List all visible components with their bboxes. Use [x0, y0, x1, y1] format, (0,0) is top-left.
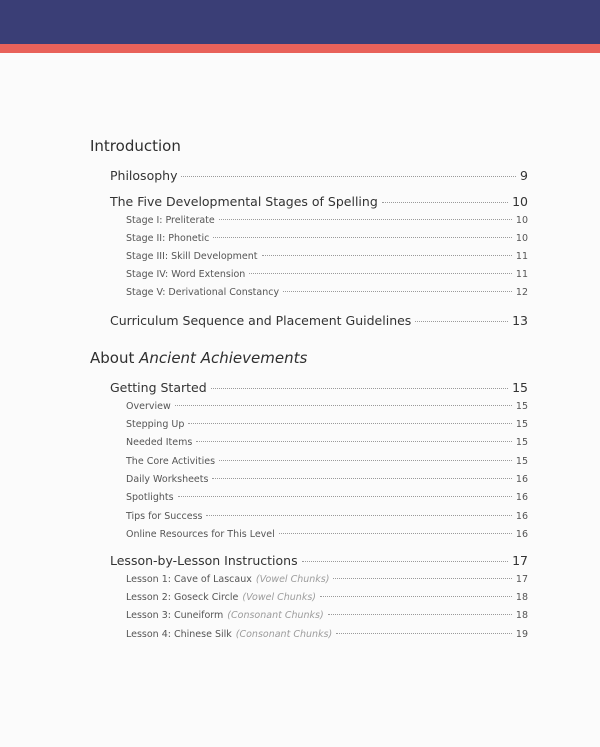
toc-subentry-lesson-1[interactable]	[126, 574, 528, 585]
leader-dots	[212, 478, 511, 479]
lesson-chunk-type: (Vowel Chunks)	[242, 592, 316, 603]
toc-page-number: 19	[515, 629, 528, 640]
leader-dots	[175, 405, 512, 406]
section-title-book-name: Ancient Achievements	[139, 349, 308, 367]
toc-entry-label: Lesson-by-Lesson Instructions	[110, 553, 298, 568]
toc-page-number: 18	[515, 592, 528, 603]
toc-subentry-stage-3[interactable]	[126, 251, 528, 262]
toc-page-number: 15	[515, 419, 528, 430]
leader-dots	[188, 423, 512, 424]
toc-subentry-label: Tips for Success	[126, 511, 203, 522]
leader-dots	[206, 515, 511, 516]
lesson-title: Lesson 1: Cave of Lascaux	[126, 574, 252, 585]
leader-dots	[196, 441, 512, 442]
toc-entry-getting-started[interactable]	[110, 380, 528, 395]
toc-entry-developmental-stages[interactable]	[110, 194, 528, 209]
lesson-title: Lesson 4: Chinese Silk	[126, 629, 232, 640]
leader-dots	[178, 496, 512, 497]
toc-page-number: 17	[512, 553, 528, 568]
toc-page-number: 10	[515, 215, 528, 226]
toc-subentry-overview[interactable]	[126, 401, 528, 412]
toc-page-number: 16	[515, 529, 528, 540]
toc-subentry-label	[126, 629, 332, 640]
accent-stripe	[0, 44, 600, 53]
leader-dots	[213, 237, 512, 238]
header-band	[0, 0, 600, 44]
leader-dots	[382, 202, 508, 203]
toc-subentry-needed-items[interactable]	[126, 437, 528, 448]
toc-subentry-label	[126, 592, 316, 603]
toc-page-number: 16	[515, 474, 528, 485]
toc-page-number: 15	[515, 456, 528, 467]
toc-subentry-label	[126, 574, 329, 585]
toc-entry-label: Getting Started	[110, 380, 207, 395]
table-of-contents	[0, 53, 600, 747]
toc-subentry-stepping-up[interactable]	[126, 419, 528, 430]
toc-subentry-lesson-2[interactable]	[126, 592, 528, 603]
leader-dots	[181, 176, 516, 177]
leader-dots	[219, 219, 512, 220]
toc-subentry-tips-for-success[interactable]	[126, 511, 528, 522]
toc-subentry-stage-5[interactable]	[126, 287, 528, 298]
toc-entry-lesson-instructions[interactable]	[110, 553, 528, 568]
toc-subentry-label: The Core Activities	[126, 456, 216, 467]
toc-subentry-spotlights[interactable]	[126, 492, 528, 503]
toc-subentry-label	[126, 610, 324, 621]
toc-subentry-label: Overview	[126, 401, 171, 412]
leader-dots	[249, 273, 512, 274]
leader-dots	[283, 291, 512, 292]
toc-page-number: 16	[515, 492, 528, 503]
toc-page-number: 10	[512, 194, 528, 209]
toc-subentry-online-resources[interactable]	[126, 529, 528, 540]
toc-subentry-label: Stepping Up	[126, 419, 185, 430]
toc-entry-label: The Five Developmental Stages of Spelling	[110, 194, 378, 209]
leader-dots	[415, 321, 508, 322]
toc-page-number: 11	[515, 251, 528, 262]
lesson-title: Lesson 3: Cuneiform	[126, 610, 224, 621]
leader-dots	[262, 255, 512, 256]
leader-dots	[328, 614, 512, 615]
toc-subentry-lesson-4[interactable]	[126, 629, 528, 640]
section-title-about	[90, 349, 307, 367]
toc-subentry-label: Stage III: Skill Development	[126, 251, 258, 262]
leader-dots	[333, 578, 511, 579]
toc-subentry-stage-4[interactable]	[126, 269, 528, 280]
toc-entry-philosophy[interactable]	[110, 168, 528, 183]
lesson-chunk-type: (Consonant Chunks)	[227, 610, 324, 621]
toc-subentry-label: Stage V: Derivational Constancy	[126, 287, 280, 298]
toc-subentry-label: Stage I: Preliterate	[126, 215, 215, 226]
toc-page-number: 10	[515, 233, 528, 244]
toc-subentry-label: Needed Items	[126, 437, 193, 448]
toc-subentry-stage-1[interactable]	[126, 215, 528, 226]
toc-entry-curriculum-sequence[interactable]	[110, 313, 528, 328]
toc-page-number: 18	[515, 610, 528, 621]
toc-subentry-label: Stage IV: Word Extension	[126, 269, 246, 280]
toc-subentry-stage-2[interactable]	[126, 233, 528, 244]
lesson-chunk-type: (Vowel Chunks)	[255, 574, 330, 585]
toc-subentry-label: Spotlights	[126, 492, 174, 503]
toc-subentry-label: Stage II: Phonetic	[126, 233, 210, 244]
leader-dots	[302, 561, 509, 562]
section-title-prefix: About	[90, 349, 135, 367]
toc-page-number: 11	[515, 269, 528, 280]
toc-subentry-label: Daily Worksheets	[126, 474, 209, 485]
toc-page-number: 12	[515, 287, 528, 298]
toc-page-number: 16	[515, 511, 528, 522]
leader-dots	[211, 388, 508, 389]
toc-subentry-core-activities[interactable]	[126, 456, 528, 467]
leader-dots	[320, 596, 512, 597]
toc-page-number: 15	[515, 437, 528, 448]
toc-entry-label: Philosophy	[110, 168, 178, 183]
leader-dots	[336, 633, 512, 634]
toc-page-number: 9	[520, 168, 528, 183]
toc-page-number: 15	[512, 380, 528, 395]
toc-entry-label: Curriculum Sequence and Placement Guidelines	[110, 313, 412, 328]
toc-subentry-daily-worksheets[interactable]	[126, 474, 528, 485]
toc-page-number: 15	[515, 401, 528, 412]
leader-dots	[219, 460, 512, 461]
lesson-title: Lesson 2: Goseck Circle	[126, 592, 239, 603]
lesson-chunk-type: (Consonant Chunks)	[235, 629, 333, 640]
toc-page-number: 13	[512, 313, 528, 328]
leader-dots	[279, 533, 512, 534]
section-title-introduction: Introduction	[90, 137, 181, 155]
toc-subentry-label: Online Resources for This Level	[126, 529, 275, 540]
toc-page-number: 17	[515, 574, 528, 585]
toc-subentry-lesson-3[interactable]	[126, 610, 528, 621]
